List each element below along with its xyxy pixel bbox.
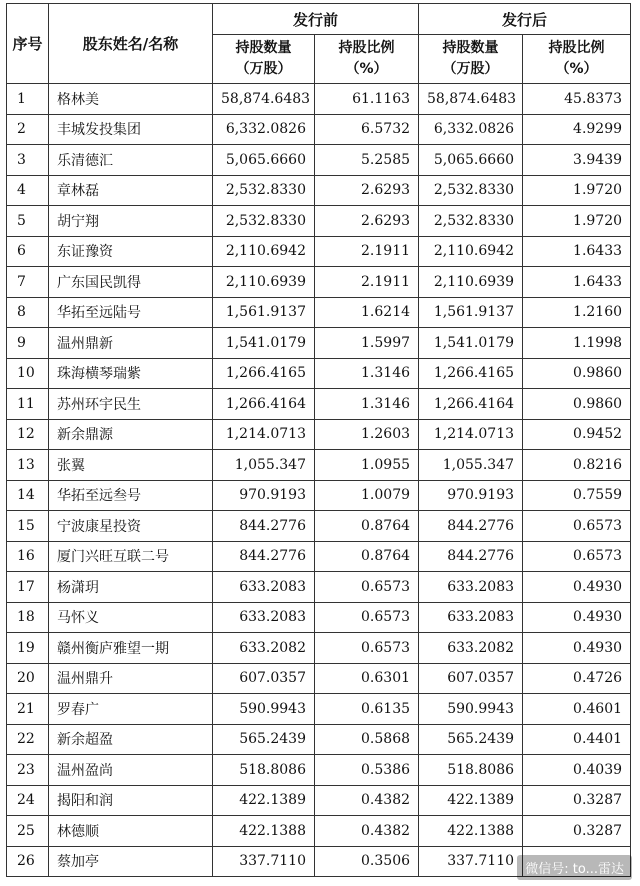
header-shares-unit: （万股） [442, 61, 499, 77]
header-ratio-label: 持股比例 [548, 40, 605, 56]
shareholder-table-container [6, 3, 631, 877]
shareholder-table [6, 3, 631, 877]
header-shareholder-name: 股东姓名/名称 [49, 4, 213, 84]
cell-before-ratio: 1.0079 [315, 480, 419, 511]
cell-seq: 8 [7, 297, 49, 328]
cell-seq: 17 [7, 572, 49, 603]
cell-after-shares: 1,541.0179 [419, 328, 523, 359]
table-row [7, 450, 631, 481]
cell-before-shares: 565.2439 [213, 724, 315, 755]
cell-shareholder-name: 宁波康星投资 [49, 511, 213, 542]
cell-before-ratio: 0.8764 [315, 511, 419, 542]
cell-seq: 5 [7, 206, 49, 237]
table-row [7, 267, 631, 298]
table-row [7, 572, 631, 603]
cell-before-ratio: 1.3146 [315, 358, 419, 389]
cell-after-ratio: 1.1998 [523, 328, 631, 359]
table-row [7, 175, 631, 206]
cell-seq: 18 [7, 602, 49, 633]
cell-before-ratio: 0.4382 [315, 785, 419, 816]
cell-after-ratio: 4.9299 [523, 114, 631, 145]
cell-before-shares: 844.2776 [213, 511, 315, 542]
cell-before-ratio: 0.8764 [315, 541, 419, 572]
cell-after-ratio: 0.4039 [523, 755, 631, 786]
cell-shareholder-name: 蔡加亭 [49, 846, 213, 877]
header-after-shares [419, 35, 523, 84]
cell-before-shares: 422.1389 [213, 785, 315, 816]
cell-before-shares: 1,266.4164 [213, 389, 315, 420]
header-ratio-unit: （%） [555, 61, 598, 77]
header-shares-unit: （万股） [235, 61, 292, 77]
cell-after-shares: 5,065.6660 [419, 145, 523, 176]
cell-seq: 2 [7, 114, 49, 145]
cell-shareholder-name: 马怀义 [49, 602, 213, 633]
cell-shareholder-name: 林德顺 [49, 816, 213, 847]
cell-after-shares: 1,214.0713 [419, 419, 523, 450]
cell-before-shares: 844.2776 [213, 541, 315, 572]
table-row [7, 389, 631, 420]
cell-before-ratio: 1.6214 [315, 297, 419, 328]
cell-after-ratio: 0.9860 [523, 389, 631, 420]
cell-shareholder-name: 赣州衡庐雅望一期 [49, 633, 213, 664]
cell-after-ratio: 0.3287 [523, 785, 631, 816]
table-row [7, 755, 631, 786]
cell-after-shares: 6,332.0826 [419, 114, 523, 145]
cell-shareholder-name: 张翼 [49, 450, 213, 481]
cell-seq: 21 [7, 694, 49, 725]
cell-after-ratio: 0.8216 [523, 450, 631, 481]
cell-after-shares: 58,874.6483 [419, 84, 523, 115]
cell-before-shares: 1,055.347 [213, 450, 315, 481]
cell-after-shares: 1,561.9137 [419, 297, 523, 328]
cell-after-ratio: 0.4401 [523, 724, 631, 755]
cell-before-shares: 2,110.6942 [213, 236, 315, 267]
cell-shareholder-name: 华拓至远陆号 [49, 297, 213, 328]
cell-after-shares: 633.2083 [419, 572, 523, 603]
cell-shareholder-name: 揭阳和润 [49, 785, 213, 816]
cell-after-ratio: 0.3287 [523, 816, 631, 847]
cell-after-ratio: 0.9860 [523, 358, 631, 389]
header-shares-label: 持股数量 [235, 40, 292, 56]
cell-before-ratio: 2.6293 [315, 206, 419, 237]
cell-before-ratio: 6.5732 [315, 114, 419, 145]
cell-after-shares: 633.2082 [419, 633, 523, 664]
cell-after-shares: 2,532.8330 [419, 175, 523, 206]
table-row [7, 541, 631, 572]
cell-shareholder-name: 温州鼎新 [49, 328, 213, 359]
cell-before-ratio: 2.1911 [315, 236, 419, 267]
cell-before-ratio: 1.3146 [315, 389, 419, 420]
cell-before-ratio: 0.6573 [315, 572, 419, 603]
cell-before-ratio: 0.6573 [315, 602, 419, 633]
header-shares-label: 持股数量 [442, 40, 499, 56]
cell-after-shares: 337.7110 [419, 846, 523, 877]
cell-after-shares: 590.9943 [419, 694, 523, 725]
cell-shareholder-name: 新余超盈 [49, 724, 213, 755]
cell-before-ratio: 1.2603 [315, 419, 419, 450]
cell-shareholder-name: 广东国民凯得 [49, 267, 213, 298]
cell-before-shares: 2,110.6939 [213, 267, 315, 298]
header-after-issue: 发行后 [419, 4, 631, 35]
cell-after-shares: 2,110.6939 [419, 267, 523, 298]
cell-seq: 6 [7, 236, 49, 267]
cell-shareholder-name: 杨潇玥 [49, 572, 213, 603]
cell-after-ratio: 1.9720 [523, 175, 631, 206]
cell-before-shares: 58,874.6483 [213, 84, 315, 115]
cell-before-ratio: 0.6573 [315, 633, 419, 664]
cell-after-shares: 422.1389 [419, 785, 523, 816]
wechat-watermark: 微信号: to...雷达 [517, 855, 632, 880]
cell-after-shares: 607.0357 [419, 663, 523, 694]
cell-after-ratio: 0.4726 [523, 663, 631, 694]
cell-seq: 26 [7, 846, 49, 877]
cell-before-shares: 6,332.0826 [213, 114, 315, 145]
table-row [7, 145, 631, 176]
cell-seq: 24 [7, 785, 49, 816]
cell-before-shares: 1,266.4165 [213, 358, 315, 389]
cell-after-ratio: 1.9720 [523, 206, 631, 237]
cell-seq: 7 [7, 267, 49, 298]
table-row [7, 358, 631, 389]
cell-before-shares: 1,561.9137 [213, 297, 315, 328]
cell-after-shares: 844.2776 [419, 511, 523, 542]
cell-after-ratio: 1.2160 [523, 297, 631, 328]
cell-seq: 15 [7, 511, 49, 542]
cell-after-ratio: 0.6573 [523, 541, 631, 572]
table-row [7, 328, 631, 359]
table-row [7, 633, 631, 664]
table-row [7, 602, 631, 633]
header-ratio-unit: （%） [345, 61, 388, 77]
cell-before-ratio: 0.3506 [315, 846, 419, 877]
cell-seq: 23 [7, 755, 49, 786]
cell-seq: 16 [7, 541, 49, 572]
cell-after-ratio: 0.4601 [523, 694, 631, 725]
header-before-shares [213, 35, 315, 84]
cell-after-shares: 1,266.4164 [419, 389, 523, 420]
cell-seq: 12 [7, 419, 49, 450]
cell-before-shares: 1,214.0713 [213, 419, 315, 450]
table-row [7, 694, 631, 725]
cell-before-shares: 607.0357 [213, 663, 315, 694]
table-row [7, 297, 631, 328]
cell-before-shares: 970.9193 [213, 480, 315, 511]
cell-before-shares: 590.9943 [213, 694, 315, 725]
header-after-ratio [523, 35, 631, 84]
cell-seq: 11 [7, 389, 49, 420]
cell-seq: 14 [7, 480, 49, 511]
table-row [7, 84, 631, 115]
cell-shareholder-name: 胡宁翔 [49, 206, 213, 237]
table-row [7, 114, 631, 145]
cell-before-shares: 1,541.0179 [213, 328, 315, 359]
cell-before-ratio: 1.5997 [315, 328, 419, 359]
cell-before-shares: 633.2082 [213, 633, 315, 664]
cell-before-shares: 633.2083 [213, 602, 315, 633]
cell-before-shares: 337.7110 [213, 846, 315, 877]
cell-shareholder-name: 厦门兴旺互联二号 [49, 541, 213, 572]
cell-after-ratio: 3.9439 [523, 145, 631, 176]
cell-shareholder-name: 新余鼎源 [49, 419, 213, 450]
header-before-ratio [315, 35, 419, 84]
cell-after-ratio: 1.6433 [523, 267, 631, 298]
cell-after-ratio: 0.9452 [523, 419, 631, 450]
cell-before-ratio: 5.2585 [315, 145, 419, 176]
cell-shareholder-name: 华拓至远叁号 [49, 480, 213, 511]
table-row [7, 236, 631, 267]
cell-shareholder-name: 温州盈尚 [49, 755, 213, 786]
cell-shareholder-name: 格林美 [49, 84, 213, 115]
table-row [7, 511, 631, 542]
cell-after-shares: 1,266.4165 [419, 358, 523, 389]
cell-before-shares: 5,065.6660 [213, 145, 315, 176]
cell-seq: 19 [7, 633, 49, 664]
cell-after-shares: 633.2083 [419, 602, 523, 633]
header-ratio-label: 持股比例 [338, 40, 395, 56]
table-body [7, 84, 631, 877]
cell-shareholder-name: 章林磊 [49, 175, 213, 206]
cell-after-shares: 518.8086 [419, 755, 523, 786]
cell-seq: 13 [7, 450, 49, 481]
table-row [7, 724, 631, 755]
cell-after-shares: 2,110.6942 [419, 236, 523, 267]
table-row [7, 663, 631, 694]
table-row [7, 206, 631, 237]
header-seq: 序号 [7, 4, 49, 84]
cell-seq: 25 [7, 816, 49, 847]
cell-after-shares: 2,532.8330 [419, 206, 523, 237]
cell-before-ratio: 0.6301 [315, 663, 419, 694]
cell-shareholder-name: 温州鼎升 [49, 663, 213, 694]
table-row [7, 816, 631, 847]
cell-after-shares: 1,055.347 [419, 450, 523, 481]
table-row [7, 785, 631, 816]
cell-after-ratio: 0.4930 [523, 572, 631, 603]
cell-before-ratio: 61.1163 [315, 84, 419, 115]
cell-after-ratio: 0.4930 [523, 633, 631, 664]
table-row [7, 480, 631, 511]
cell-before-ratio: 2.6293 [315, 175, 419, 206]
cell-shareholder-name: 珠海横琴瑞紫 [49, 358, 213, 389]
cell-after-shares: 565.2439 [419, 724, 523, 755]
cell-before-ratio: 0.5386 [315, 755, 419, 786]
header-before-issue: 发行前 [213, 4, 419, 35]
cell-before-shares: 518.8086 [213, 755, 315, 786]
cell-seq: 22 [7, 724, 49, 755]
cell-shareholder-name: 东证豫资 [49, 236, 213, 267]
cell-after-shares: 422.1388 [419, 816, 523, 847]
table-header [7, 4, 631, 84]
cell-before-ratio: 0.4382 [315, 816, 419, 847]
cell-after-ratio: 45.8373 [523, 84, 631, 115]
cell-before-ratio: 2.1911 [315, 267, 419, 298]
cell-before-ratio: 1.0955 [315, 450, 419, 481]
cell-after-ratio: 0.7559 [523, 480, 631, 511]
cell-shareholder-name: 苏州环宇民生 [49, 389, 213, 420]
cell-before-ratio: 0.5868 [315, 724, 419, 755]
cell-before-shares: 633.2083 [213, 572, 315, 603]
cell-seq: 4 [7, 175, 49, 206]
cell-shareholder-name: 罗春广 [49, 694, 213, 725]
cell-after-ratio: 0.4930 [523, 602, 631, 633]
cell-after-shares: 844.2776 [419, 541, 523, 572]
cell-seq: 20 [7, 663, 49, 694]
cell-before-shares: 2,532.8330 [213, 175, 315, 206]
cell-before-shares: 2,532.8330 [213, 206, 315, 237]
cell-shareholder-name: 丰城发投集团 [49, 114, 213, 145]
cell-before-shares: 422.1388 [213, 816, 315, 847]
cell-seq: 1 [7, 84, 49, 115]
table-row [7, 419, 631, 450]
cell-after-shares: 970.9193 [419, 480, 523, 511]
cell-seq: 3 [7, 145, 49, 176]
cell-after-ratio: 1.6433 [523, 236, 631, 267]
cell-seq: 10 [7, 358, 49, 389]
cell-before-ratio: 0.6135 [315, 694, 419, 725]
cell-seq: 9 [7, 328, 49, 359]
cell-shareholder-name: 乐清德汇 [49, 145, 213, 176]
cell-after-ratio: 0.6573 [523, 511, 631, 542]
